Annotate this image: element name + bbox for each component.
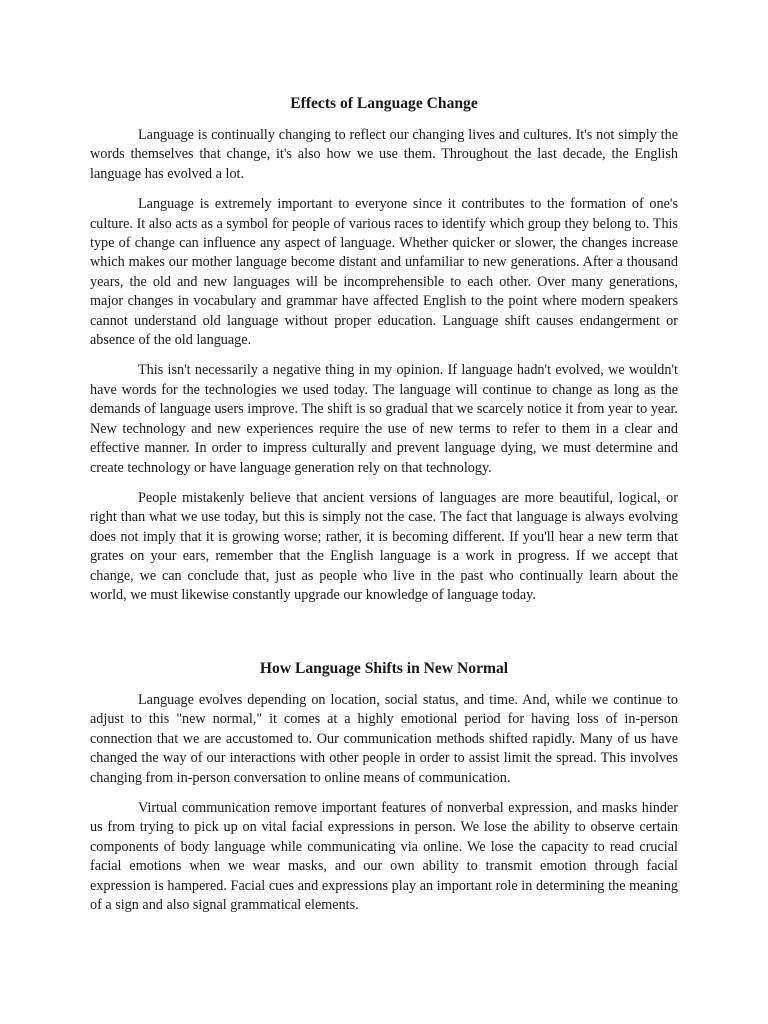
body-paragraph: People mistakenly believe that ancient versions of languages are more beautiful, logical, or right than what we use today, but this is simply not the case. The fact that language is always evolving does not imply that it is growing worse; rather, it is becoming different. If you'll hear a new term that grates on your ears, remember that the English language is a work in progress. If we accept that change, we can conclude that, just as people who live in the past who continually learn about the world, we must likewise constantly upgrade our knowledge of language today.: [90, 489, 678, 603]
section-heading: Effects of Language Change: [290, 95, 478, 112]
body-paragraph: Language is extremely important to everyone since it contributes to the formation of one's culture. It also acts as a symbol for people of various races to identify which group they belong to. This type of change can influence any aspect of language. Whether quicker or slower, the changes increase which makes our mother language become distant and unfamiliar to new generations. After a thousand years, the old and new languages will be incomprehensible to each other. Over many generations, major changes in vocabulary and grammar have affected English to the point where modern speakers cannot understand old language without proper education. Language shift causes endangerment or absence of the old language.: [90, 196, 678, 349]
body-paragraph: Language evolves depending on location, social status, and time. And, while we continue to adjust to this "new normal," it comes at a highly emotional period for having loss of in-person connection that we are accustomed to. Our communication methods shifted rapidly. Many of us have changed the way of our interactions with other people in order to assist limit the spread. This involves changing from in-person conversation to online means of communication.: [90, 692, 678, 786]
body-paragraph: This isn't necessarily a negative thing in my opinion. If language hadn't evolved, we wouldn't have words for the technologies we used today. The language will continue to change as long as the demands of language users improve. The shift is so gradual that we scarcely notice it from year to year. New technology and new experiences require the use of new terms to refer to them in a clear and effective manner. In order to impress culturally and prevent language dying, we must determine and create technology or have language generation rely on that technology.: [90, 362, 678, 476]
body-paragraph: Language is continually changing to reflect our changing lives and cultures. It's not simply the words themselves that change, it's also how we use them. Throughout the last decade, the English language has evolved a lot.: [90, 127, 678, 182]
section-effects-of-language-change: [90, 94, 678, 616]
section-how-language-shifts-in-new-normal: [90, 659, 678, 926]
body-paragraph: Virtual communication remove important features of nonverbal expression, and masks hinder us from trying to pick up on vital facial expressions in person. We lose the ability to observe certain components of body language while communicating via online. We lose the capacity to read crucial facial emotions when we wear masks, and our own ability to transmit emotion through facial expression is hampered. Facial cues and expressions play an important role in determining the meaning of a sign and also signal grammatical elements.: [90, 800, 678, 914]
section-heading: How Language Shifts in New Normal: [259, 660, 509, 677]
